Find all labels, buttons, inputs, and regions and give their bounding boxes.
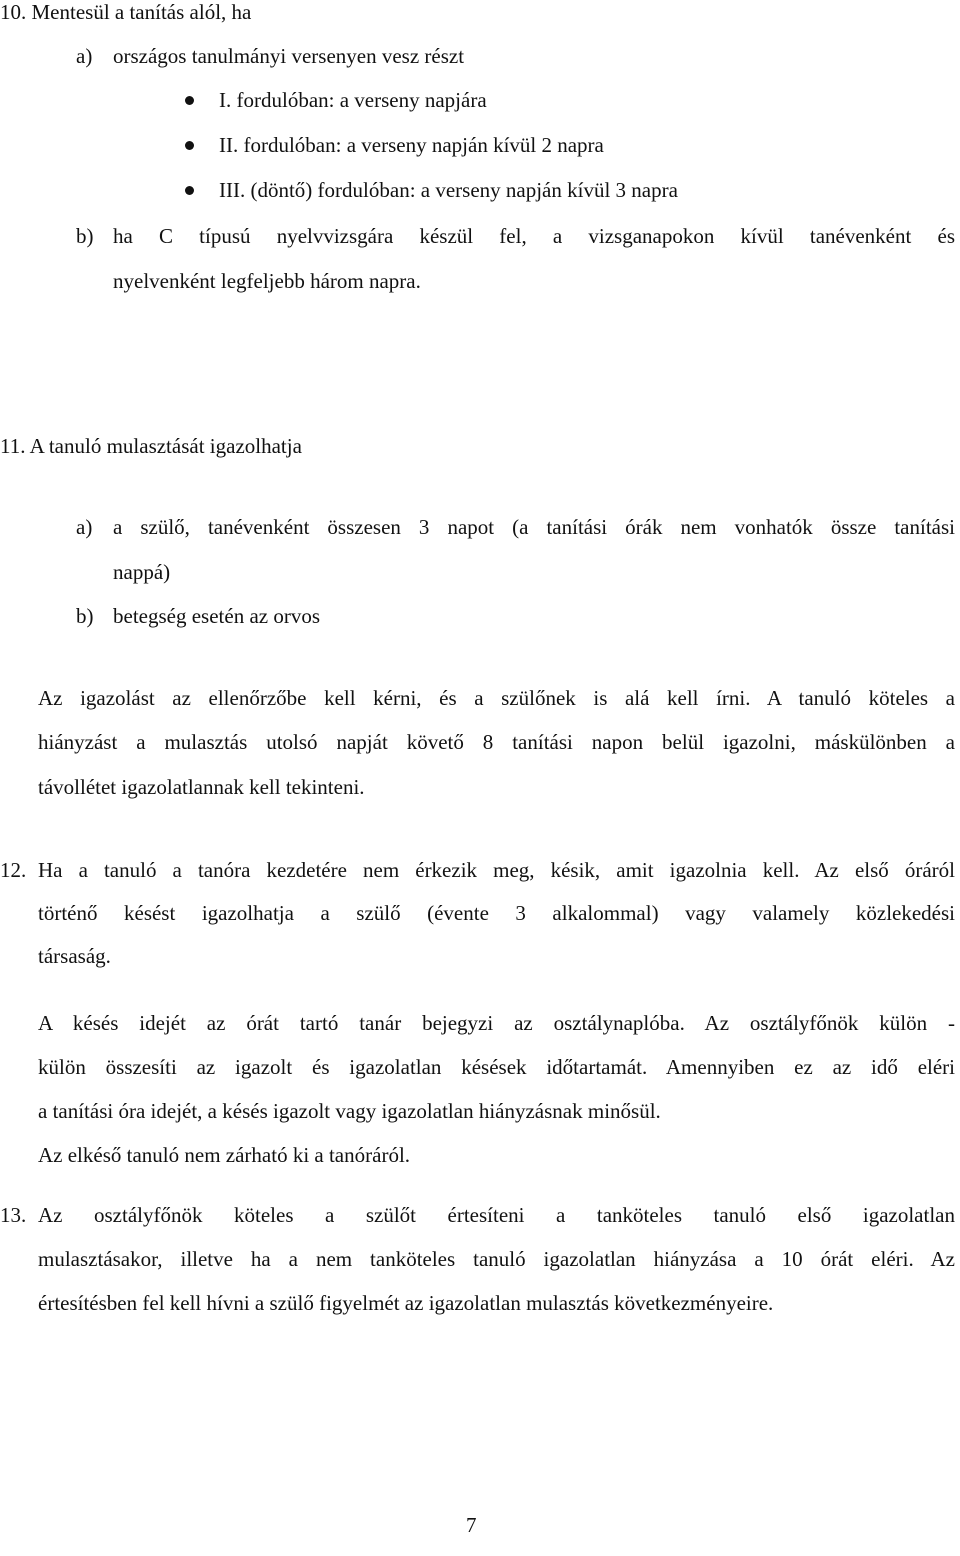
item-a-text: országos tanulmányi versenyen vesz részt — [113, 44, 465, 68]
section-10-title: 10. Mentesül a tanítás alól, ha — [0, 0, 252, 24]
paragraph-line: Ha a tanuló a tanóra kezdetére nem érkezik meg, késik, amit igazolnia kell. Az első óráról — [38, 858, 955, 882]
item-b-label: b) — [76, 224, 94, 248]
item-b-label: b) — [76, 604, 94, 628]
section-11-title: 11. A tanuló mulasztását igazolhatja — [0, 434, 302, 458]
item-a-line: a szülő, tanévenként összesen 3 napot (a tanítási órák nem vonhatók össze tanítási — [113, 515, 955, 539]
item-a-label: a) — [76, 44, 93, 68]
paragraph-line: távollétet igazolatlannak kell tekinteni. — [38, 775, 365, 799]
page-number: 7 — [466, 1513, 477, 1537]
item-b-text: betegség esetén az orvos — [113, 604, 320, 628]
paragraph-line: külön összesíti az igazolt és igazolatlan késések időtartamát. Amennyiben ez az idő eléri — [38, 1055, 955, 1079]
paragraph-line: a tanítási óra idejét, a késés igazolt vagy igazolatlan hiányzásnak minősül. — [38, 1099, 661, 1123]
bullet-item: III. (döntő) fordulóban: a verseny napján kívül 3 napra — [219, 178, 678, 202]
paragraph-line: Az igazolást az ellenőrzőbe kell kérni, és a szülőnek is alá kell írni. A tanuló köteles a — [38, 686, 955, 710]
paragraph-line: társaság. — [38, 944, 111, 968]
paragraph-line: történő késést igazolhatja a szülő (évente 3 alkalommal) vagy valamely közlekedési — [38, 901, 955, 925]
bullet-item: I. fordulóban: a verseny napjára — [219, 88, 487, 112]
paragraph-line: Az osztályfőnök köteles a szülőt értesíteni a tanköteles tanuló első igazolatlan — [38, 1203, 955, 1227]
paragraph-line: A késés idejét az órát tartó tanár bejegyzi az osztálynaplóba. Az osztályfőnök külön - — [38, 1011, 955, 1035]
bullet-icon — [185, 141, 194, 150]
bullet-icon — [185, 186, 194, 195]
paragraph-line: Az elkéső tanuló nem zárható ki a tanóráról. — [38, 1143, 411, 1167]
item-a-line: nappá) — [113, 560, 171, 584]
bullet-icon — [185, 96, 194, 105]
item-b-line: nyelvenként legfeljebb három napra. — [113, 269, 421, 293]
paragraph-line: hiányzást a mulasztás utolsó napját követő 8 tanítási napon belül igazolni, máskülönben a — [38, 730, 955, 754]
paragraph-line: mulasztásakor, illetve ha a nem tanköteles tanuló igazolatlan hiányzása a 10 órát eléri. Az — [38, 1247, 955, 1271]
bullet-item: II. fordulóban: a verseny napján kívül 2 napra — [219, 133, 604, 157]
item-b-line: ha C típusú nyelvvizsgára készül fel, a vizsganapokon kívül tanévenként és — [113, 224, 955, 248]
paragraph-line: értesítésben fel kell hívni a szülő figyelmét az igazolatlan mulasztás következményeire. — [38, 1291, 774, 1315]
section-13-number: 13. — [0, 1203, 27, 1227]
section-12-number: 12. — [0, 858, 27, 882]
item-a-label: a) — [76, 515, 93, 539]
